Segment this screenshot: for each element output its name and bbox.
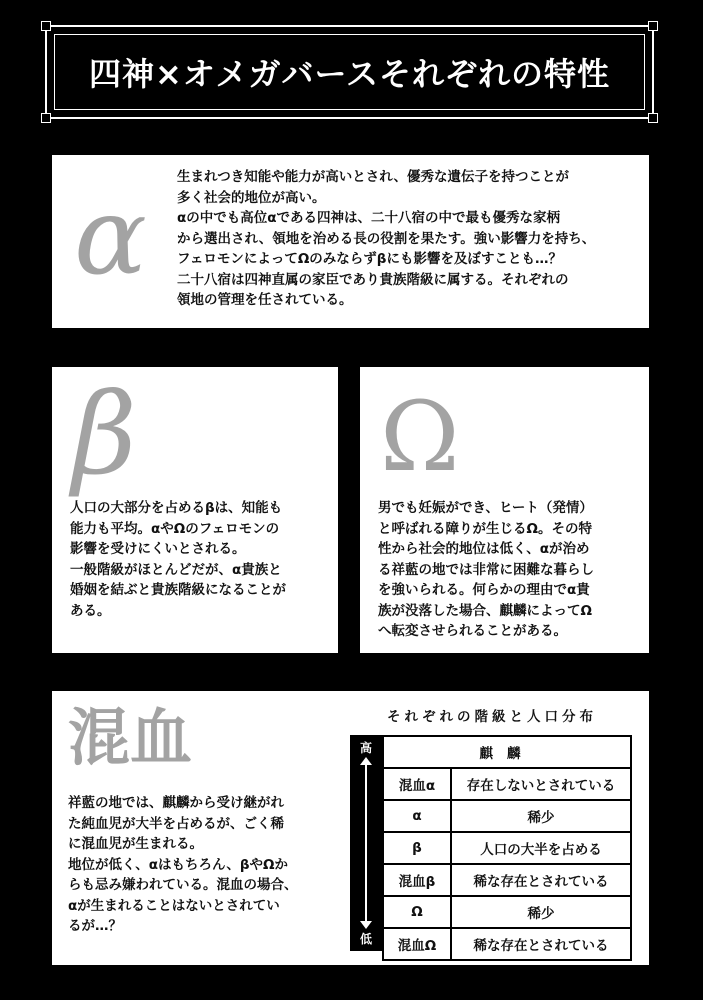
desc-cell: 稀少: [451, 800, 631, 832]
mixed-description: [68, 793, 298, 937]
text-line: αの中でも高位αである四神は、二十八宿の中で最も優秀な家柄: [177, 210, 561, 226]
text-line: 男でも妊娠ができ、ヒート（発情）: [378, 500, 593, 516]
mixed-symbol: 混血: [68, 701, 193, 774]
text-line: た純血児が大半を占めるが、ごく稀: [68, 815, 284, 832]
table-header-cell: 麒麟: [383, 736, 631, 768]
text-line: 多く社会的地位が高い。: [177, 189, 326, 206]
corner-ornament: [41, 113, 51, 123]
alpha-card: [52, 155, 649, 328]
desc-cell: 稀な存在とされている: [451, 864, 631, 896]
beta-symbol: β: [72, 370, 137, 500]
text-line: 地位が低く、αはもちろん、βやΩか: [68, 856, 288, 873]
scale-line: [365, 761, 367, 923]
mixed-card: [52, 691, 649, 965]
omega-card: [360, 367, 649, 653]
rank-cell: 混血Ω: [383, 928, 451, 960]
table-row: [383, 896, 631, 928]
text-line: フェロモンによってΩのみならずβにも影響を及ぼすことも…？: [177, 251, 562, 267]
text-line: へ転変させられることがある。: [378, 623, 567, 639]
desc-cell: 稀な存在とされている: [451, 928, 631, 960]
table-row: [383, 832, 631, 864]
rank-cell: 混血β: [383, 864, 451, 896]
text-line: らも忌み嫌われている。混血の場合、: [68, 877, 298, 893]
text-line: から選出され、領地を治める長の役割を果たす。強い影響力を持ち、: [177, 230, 596, 247]
text-line: と呼ばれる障りが生じるΩ。その特: [378, 520, 592, 537]
table-header-row: [383, 736, 631, 768]
scale-low-label: 低: [359, 932, 372, 946]
text-line: 人口の大部分を占めるβは、知能も: [70, 500, 283, 516]
text-line: 祥藍の地では、麒麟から受け継がれ: [68, 795, 284, 811]
beta-description: [70, 498, 286, 621]
corner-ornament: [648, 113, 658, 123]
omega-symbol: Ω: [380, 381, 460, 493]
beta-card: [52, 367, 338, 653]
omega-description: [378, 498, 594, 642]
desc-cell: 人口の大半を占める: [451, 832, 631, 864]
corner-ornament: [41, 21, 51, 31]
text-line: αが生まれることはないとされてい: [68, 897, 280, 914]
title-frame: [45, 25, 654, 119]
corner-ornament: [648, 21, 658, 31]
text-line: 能力も平均。αやΩのフェロモンの: [70, 520, 280, 537]
text-line: 性から社会的地位は低く、αが治め: [378, 541, 590, 557]
alpha-symbol: α: [74, 174, 147, 299]
table-row: [383, 800, 631, 832]
distribution-table: [382, 735, 632, 961]
rank-cell: α: [383, 800, 451, 832]
text-line: を強いられる。何らかの理由でα貴: [378, 582, 590, 598]
text-line: 一般階級がほとんどだが、α貴族と: [70, 561, 282, 578]
rank-cell: Ω: [383, 896, 451, 928]
table-title: それぞれの階級と人口分布: [387, 709, 597, 725]
scale-high-label: 高: [359, 741, 372, 755]
desc-cell: 存在しないとされている: [451, 768, 631, 800]
table-row: [383, 928, 631, 960]
table-row: [383, 864, 631, 896]
rank-scale-bar: [350, 735, 382, 951]
text-line: ある。: [70, 602, 111, 619]
arrow-down-icon: [360, 921, 372, 929]
text-line: 生まれつき知能や能力が高いとされ、優秀な遺伝子を持つことが: [177, 169, 570, 185]
rank-cell: β: [383, 832, 451, 864]
text-line: 領地の管理を任されている。: [177, 292, 353, 308]
text-line: 族が没落した場合、麒麟によってΩ: [378, 602, 592, 619]
text-line: 二十八宿は四神直属の家臣であり貴族階級に属する。それぞれの: [177, 271, 569, 288]
rank-cell: 混血α: [383, 768, 451, 800]
page-title: 四神×オメガバースそれぞれの特性: [89, 55, 610, 93]
text-line: る祥藍の地では非常に困難な暮らし: [378, 561, 594, 578]
alpha-description: [177, 167, 595, 311]
text-line: 婚姻を結ぶと貴族階級になることが: [70, 582, 286, 598]
desc-cell: 稀少: [451, 896, 631, 928]
text-line: るが…？: [68, 918, 122, 934]
table-row: [383, 768, 631, 800]
text-line: に混血児が生まれる。: [68, 836, 203, 852]
text-line: 影響を受けにくいとされる。: [70, 541, 246, 557]
